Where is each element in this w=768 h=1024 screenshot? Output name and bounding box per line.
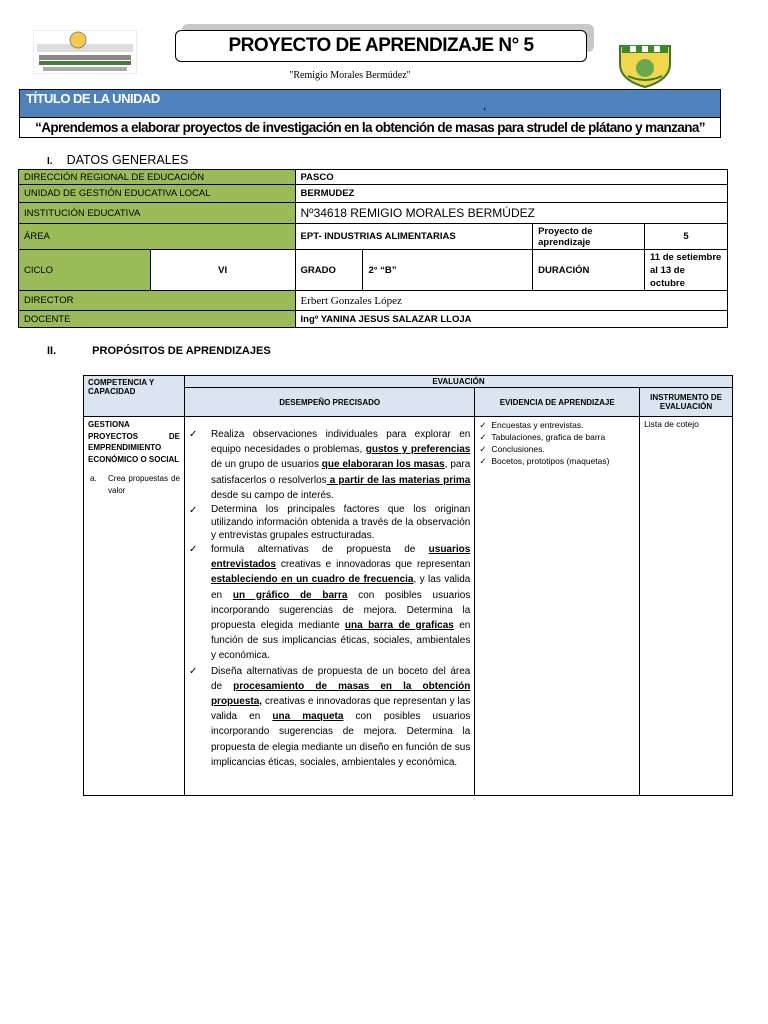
docente-value: Ingº YANINA JESUS SALAZAR LLOJA [295, 311, 727, 328]
capacidad-item [88, 473, 180, 497]
unit-title-text: “Aprendemos a elaborar proyectos de investigación en la obtención de masas para strudel de plátano y manzana” [19, 117, 721, 138]
ugel-value: BERMUDEZ [295, 185, 727, 203]
table-row [19, 250, 728, 291]
desempeno-text: Determina los principales factores que los originan utilizando información obtenida a través de la observación y entrevistas grupales estructuradas. [210, 504, 471, 542]
ciclo-value: VI [150, 250, 295, 291]
competencia-header: COMPETENCIA Y CAPACIDAD [84, 376, 185, 417]
ie-value: Nº34618 REMIGIO MORALES BERMÚDEZ [295, 203, 727, 224]
ie-label: INSTITUCIÓN EDUCATIVA [19, 203, 296, 224]
list-item: ✓ Tabulaciones, grafica de barra [479, 432, 606, 442]
duracion-value: 11 de setiembre al 13 de octubre [645, 250, 728, 291]
check-icon: ✓ [188, 665, 198, 677]
desempeno-item [189, 427, 470, 503]
area-label: ÁREA [19, 224, 296, 250]
grado-label: GRADO [295, 250, 363, 291]
ugel-label: UNIDAD DE GESTIÓN EDUCATIVA LOCAL [19, 185, 296, 203]
director-value: Erbert Gonzales López [295, 291, 727, 311]
desempeno-header: DESEMPEÑO PRECISADO [184, 388, 474, 417]
section-title: DATOS GENERALES [66, 153, 189, 167]
unit-title-label: TÍTULO DE LA UNIDAD [26, 91, 160, 106]
section-number: I. [47, 156, 53, 167]
desempeno-item [189, 503, 470, 542]
desempeno-text: Diseña alternativas de propuesta de un boceto del área de procesamiento de masas en la obtención propuesta, creativas e innovadoras que representan y las valida en una maqueta con posibles usuarios incorporando sugerencias de mejora. Determina la propuesta de elegia mediante un diseño en función de sus implicancias éticas, sociales, ambientales y económica. [210, 665, 471, 768]
proyecto-value: 5 [645, 224, 728, 250]
dre-label: DIRECCIÓN REGIONAL DE EDUCACIÓN [19, 170, 296, 185]
dre-value: PASCO [295, 170, 727, 185]
evaluacion-header: EVALUACIÓN [184, 376, 732, 388]
table-row [84, 376, 733, 388]
director-label: DIRECTOR [19, 291, 296, 311]
capacidad-letter: a. [90, 474, 97, 483]
check-icon: ✓ [188, 505, 198, 517]
desempeno-item [189, 664, 470, 770]
list-item: ✓ Bocetos, prototipos (maquetas) [479, 456, 610, 466]
ciclo-label: CICLO [19, 250, 151, 291]
table-row [19, 291, 728, 311]
school-name: "Remigio Morales Bermúdez" [289, 70, 411, 81]
ugel-logo [33, 30, 137, 74]
section-title: PROPÓSITOS DE APRENDIZAJES [92, 345, 271, 357]
grado-value: 2° “B” [363, 250, 533, 291]
check-icon: ✓ [479, 432, 487, 442]
desempeno-cell [184, 417, 474, 796]
check-icon: ✓ [188, 429, 198, 440]
proyecto-label: Proyecto de aprendizaje [533, 224, 645, 250]
instrumento-header: INSTRUMENTO DE EVALUACIÓN [640, 388, 733, 417]
table-row [84, 417, 733, 796]
school-shield-logo [616, 42, 674, 88]
table-row [19, 170, 728, 185]
propositos-table [83, 375, 733, 796]
table-row [19, 311, 728, 328]
evidencia-list [479, 419, 635, 467]
docente-label: DOCENTE [19, 311, 296, 328]
area-value: EPT- INDUSTRIAS ALIMENTARIAS [295, 224, 533, 250]
competencia-cell [84, 417, 185, 796]
table-row [19, 185, 728, 203]
table-row [19, 224, 728, 250]
unit-title-header [19, 89, 721, 118]
section-number: II. [47, 345, 57, 357]
section-propositos [47, 345, 271, 357]
check-icon: ✓ [479, 444, 487, 454]
check-icon: ✓ [479, 456, 487, 466]
datos-generales-table [18, 169, 728, 328]
list-item: ✓ Conclusiones. [479, 444, 545, 454]
evidencia-cell [475, 417, 640, 796]
desempeno-text: Realiza observaciones individuales para explorar en equipo necesidades o problemas, gustos y preferencias de un grupo de usuarios que elaboraran los masas, para satisfacerlos o resolverlos a partir de las materias prima desde su campo de interés. [210, 429, 471, 501]
desempeno-item [189, 542, 470, 664]
check-icon: ✓ [188, 544, 198, 556]
unit-title-comma: , [483, 98, 487, 112]
table-row [19, 203, 728, 224]
evidencia-header: EVIDENCIA DE APRENDIZAJE [475, 388, 640, 417]
instrumento-cell: Lista de cotejo [640, 417, 733, 796]
competencia-text: GESTIONA PROYECTOS DE EMPRENDIMIENTO ECONÓMICO O SOCIAL [88, 420, 180, 464]
check-icon: ✓ [479, 420, 487, 430]
duracion-label: DURACIÓN [533, 250, 645, 291]
desempeno-text: formula alternativas de propuesta de usuarios entrevistados creativas e innovadoras que representan estableciendo en un cuadro de frecuencia, y las valida en un gráfico de barra con posibles usuarios incorporando sugerencias de mejora. Determina la propuesta elegida mediante una barra de graficas en función de sus implicancias éticas, sociales, ambientales y económica. [210, 544, 471, 662]
list-item: ✓ Encuestas y entrevistas. [479, 420, 584, 430]
section-datos-generales [47, 153, 188, 167]
capacidad-text: Crea propuestas de valor [108, 474, 180, 495]
page-title: PROYECTO DE APRENDIZAJE N° 5 [175, 30, 587, 62]
